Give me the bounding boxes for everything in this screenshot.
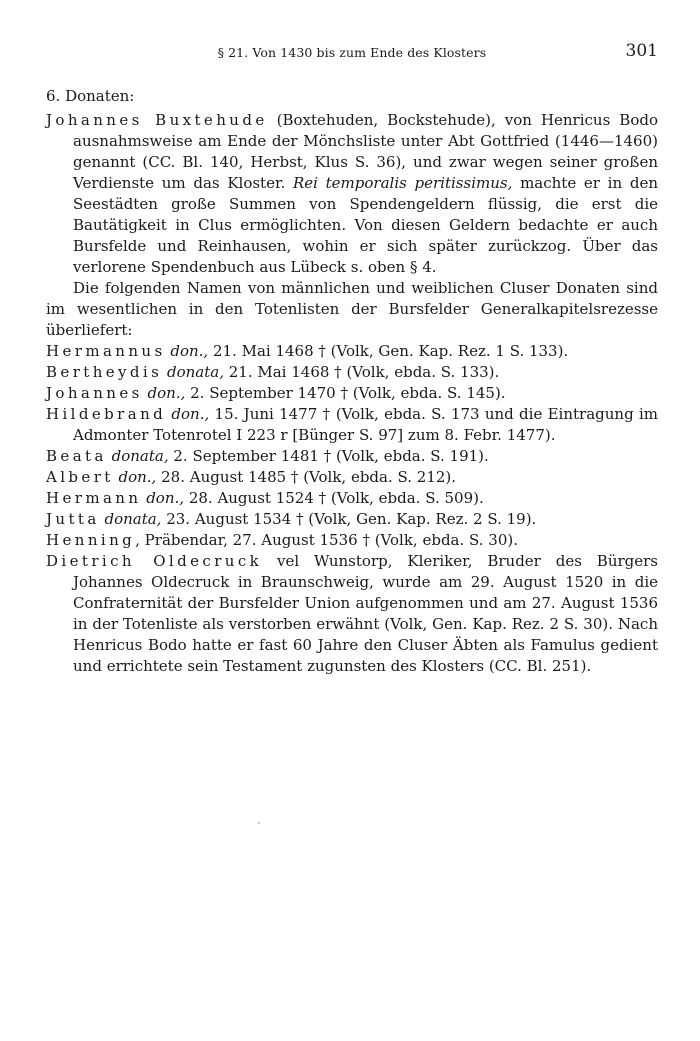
intro-paragraph: Die folgenden Namen von männlichen und weiblichen Cluser Donaten sind im wesentlichen in den Totenlisten der Bursfelder Generalkapitelsrezesse überliefert: — [46, 279, 658, 339]
entry-text: 2. September 1481 † (Volk, ebda. S. 191). — [168, 447, 489, 465]
entry-henning — [46, 530, 658, 551]
entry-role: don., — [170, 342, 209, 360]
running-title: § 21. Von 1430 bis zum Ende des Klosters — [217, 45, 487, 60]
entry-text: 28. August 1485 † (Volk, ebda. S. 212). — [156, 468, 457, 486]
entry-name: Albert — [46, 468, 114, 486]
entry-italic-phrase: Rei temporalis peritissimus, — [292, 174, 513, 192]
entry-text: 21. Mai 1468 † (Volk, Gen. Kap. Rez. 1 S. 133). — [208, 342, 569, 360]
entry-jutta — [46, 509, 658, 530]
entry-dietrich-oldecruck — [46, 551, 658, 677]
entry-name: Hildebrand — [46, 405, 167, 423]
entry-role: don., — [171, 405, 210, 423]
entry-role: donata, — [104, 510, 162, 528]
entry-role: don., — [146, 489, 185, 507]
stray-dot — [258, 822, 260, 824]
entry-johannes — [46, 383, 658, 404]
entry-text: 21. Mai 1468 † (Volk, ebda. S. 133). — [223, 363, 500, 381]
entry-text: 28. August 1524 † (Volk, ebda. S. 509). — [184, 489, 484, 507]
entry-bertheydis — [46, 362, 658, 383]
entry-beata — [46, 446, 658, 467]
entry-role: don., — [147, 384, 186, 402]
entry-text: vel Wunstorp, Kleriker, Bruder des Bürgers Johannes Oldecruck in Braunschweig, wurde am 29. August 1520 in die Confraternität der Bursfelder Union aufgenommen und am 27. August 1536 in der Totenliste als verstorben erwähnt (Volk, Gen. Kap. Rez. 2 S. 30). Nach Henricus Bodo hatte er fast 60 Jahre den Cluser Äbten als Famulus gedient und errichtete sein Testament zugunsten des Klosters (CC. Bl. 251). — [73, 552, 658, 675]
entry-text-continued: machte er in den Seestädten große Summen von Spendengeldern flüssig, die erst die Bautätigkeit in Clus ermöglichten. Von diesen Geldern bedachte er auch Bursfelde und Reinhausen, wohin er sich später zurückzog. Über das verlorene Spendenbuch aus Lübeck s. oben § 4. — [73, 174, 658, 276]
entry-role: donata, — [167, 363, 224, 381]
entry-text: 2. September 1470 † (Volk, ebda. S. 145). — [185, 384, 506, 402]
entry-role: donata, — [111, 447, 169, 465]
entry-text: 15. Juni 1477 † (Volk, ebda. S. 173 und die Eintragung im Admonter Totenrotel I 223 r [Bünger S. 97] zum 8. Febr. 1477). — [73, 405, 658, 444]
entry-name: Hermannus — [46, 342, 166, 360]
entry-name: Dietrich Oldecruck — [46, 552, 263, 570]
entry-name: Hermann — [46, 489, 142, 507]
entry-hildebrand — [46, 404, 658, 446]
section-heading: 6. Donaten: — [46, 87, 135, 105]
entry-hermannus — [46, 341, 658, 362]
entry-albert — [46, 467, 658, 488]
body-text — [46, 86, 658, 677]
entry-text: (Boxtehuden, Bockstehude), von Henricus Bodo ausnahmsweise am Ende der Mönchsliste unter Abt Gottfried (1446—1460) genannt (CC. Bl. 140, Herbst, Klus S. 36), und zwar wegen seiner großen Verdienste um das Kloster. — [73, 111, 658, 192]
entry-hermann — [46, 488, 658, 509]
entry-name: Johannes — [46, 384, 143, 402]
entry-name: Johannes Buxtehude — [46, 111, 268, 129]
entry-name: Jutta — [46, 510, 100, 528]
entry-name: Beata — [46, 447, 107, 465]
page-number: 301 — [625, 41, 658, 61]
entry-role: don., — [118, 468, 157, 486]
entry-text: , Präbendar, 27. August 1536 † (Volk, ebda. S. 30). — [135, 531, 519, 549]
entry-name: Bertheydis — [46, 363, 163, 381]
entry-name: Henning — [46, 531, 136, 549]
entry-text: 23. August 1534 † (Volk, Gen. Kap. Rez. 2 S. 19). — [161, 510, 537, 528]
running-header — [46, 40, 658, 62]
entry-johannes-buxtehude — [46, 110, 658, 278]
